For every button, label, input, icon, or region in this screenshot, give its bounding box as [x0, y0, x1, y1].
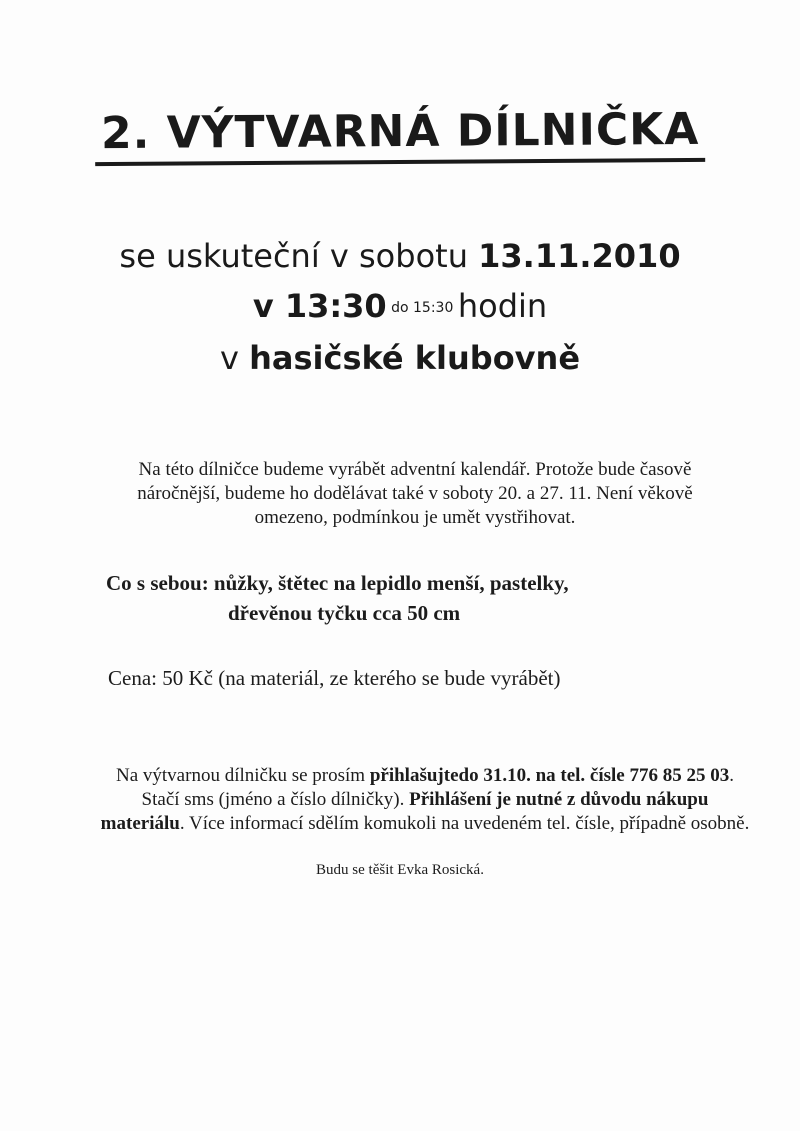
signup-part-5: . Více informací sdělím komukoli na uvedeném tel. čísle, případně osobně.	[179, 813, 750, 834]
bring-list	[106, 568, 569, 628]
time-suffix: hodin	[457, 287, 548, 325]
page-title	[0, 104, 800, 164]
end-time: do 15:30	[386, 300, 458, 316]
event-time: 13:30	[284, 287, 387, 325]
bring-line-1: Co s sebou: nůžky, štětec na lepidlo menší, pastelky,	[106, 571, 569, 595]
title-text: 2. VÝTVARNÁ DÍLNIČKA	[95, 102, 706, 166]
bring-line-2: dřevěnou tyčku cca 50 cm	[228, 601, 461, 625]
event-place: hasičské klubovně	[249, 339, 581, 377]
announcement-place-line	[0, 338, 800, 378]
date-prefix: se uskuteční v sobotu	[119, 237, 479, 275]
time-prefix: v	[252, 287, 285, 325]
signup-part-3: . Stačí sms (jméno a číslo dílničky).	[141, 765, 734, 810]
price-text: Cena: 50 Kč (na materiál, ze kterého se bude vyrábět)	[108, 666, 561, 690]
announcement-date-line	[0, 236, 800, 276]
event-date: 13.11.2010	[478, 237, 681, 275]
signup-part-1: Na výtvarnou dílničku se prosím	[116, 765, 370, 786]
signup-paragraph	[100, 764, 750, 836]
signature: Budu se těšit Evka Rosická.	[316, 862, 484, 878]
announcement-time-line	[0, 286, 800, 328]
description-paragraph: Na této dílničce budeme vyrábět adventní kalendář. Protože bude časově náročnější, budeme ho dodělávat také v soboty 20. a 27. 11. Není věkově omezeno, podmínkou je umět vystřihovat.	[137, 459, 693, 528]
place-prefix: v	[219, 339, 250, 377]
signup-required-note: Přihlášení je nutné z důvodu nákupu materiálu	[100, 789, 709, 834]
signup-deadline-phone: přihlašujtedo 31.10. na tel. čísle 776 85 25 03	[369, 765, 730, 786]
